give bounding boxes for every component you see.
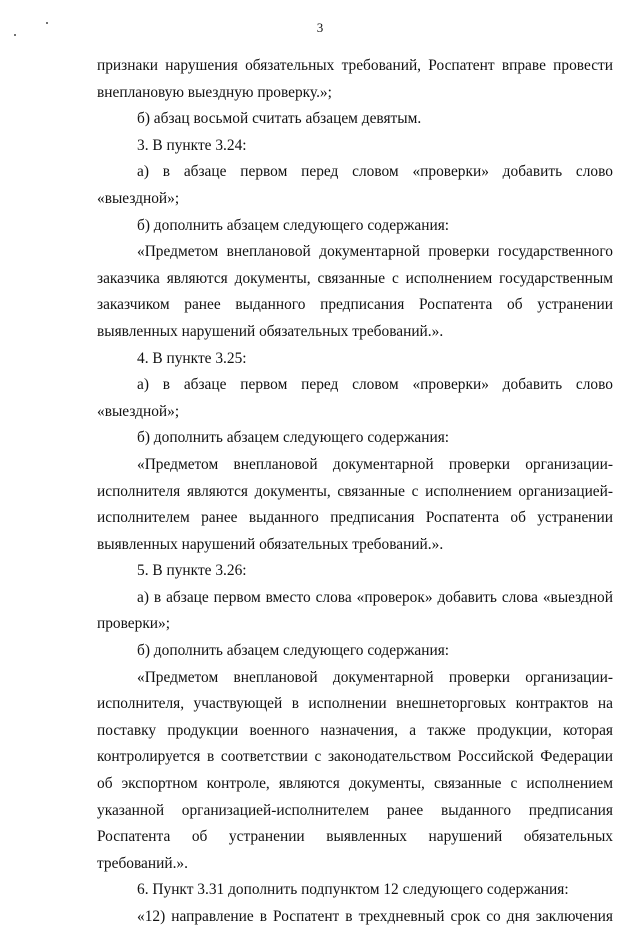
paragraph-section-3: 3. В пункте 3.24:	[137, 136, 247, 154]
paragraph-item-b: б) абзац восьмой считать абзацем девятым.	[137, 110, 422, 128]
paragraph-quote: «Предметом внеплановой документарной проверки организации-исполнителя являются документы, связанные с исполнением организацией-исполнителем ранее выданного предписания Роспатента об устранении выявленных нарушений обязательных требований.».	[97, 455, 613, 553]
paragraph-section-6: 6. Пункт 3.31 дополнить подпунктом 12 следующего содержания:	[137, 881, 569, 899]
paragraph-item-a: а) в абзаце первом перед словом «проверки» добавить слово «выездной»;	[97, 163, 613, 207]
paragraph-item-a: а) в абзаце первом перед словом «проверки» добавить слово «выездной»;	[97, 376, 613, 420]
paragraph-quote: «Предметом внеплановой документарной проверки государственного заказчика являются документы, связанные с исполнением государственным заказчиком ранее выданного предписания Роспатента об устранении выявленных нарушений обязательных требований.».	[97, 243, 613, 340]
paragraph-quote-start: «12) направление в Роспатент в трехдневный срок со дня заключения	[137, 908, 613, 925]
paragraph-item-b: б) дополнить абзацем следующего содержания:	[137, 642, 450, 660]
paragraph-continuation: признаки нарушения обязательных требований, Роспатент вправе провести внеплановую выездную проверку.»;	[97, 57, 613, 101]
document-body	[97, 53, 613, 931]
paragraph-quote: «Предметом внеплановой документарной проверки организации-исполнителя, участвующей в исполнении внешнеторговых контрактов на поставку продукции военного назначения, а также продукции, которая контролируется в соответствии с законодательством Российской Федерации об экспортном контроле, являются документы, связанные с исполнением указанной организацией-исполнителем ранее выданного предписания Роспатента об устранении выявленных нарушений обязательных требований.».	[97, 668, 613, 872]
paragraph-item-a: а) в абзаце первом вместо слова «проверок» добавить слова «выездной проверки»;	[97, 588, 613, 633]
paragraph-item-b: б) дополнить абзацем следующего содержания:	[137, 216, 450, 234]
paragraph-item-b: б) дополнить абзацем следующего содержания:	[137, 429, 450, 447]
paragraph-section-4: 4. В пункте 3.25:	[137, 349, 247, 367]
page-number: 3	[316, 20, 324, 35]
paragraph-section-5: 5. В пункте 3.26:	[137, 562, 247, 580]
